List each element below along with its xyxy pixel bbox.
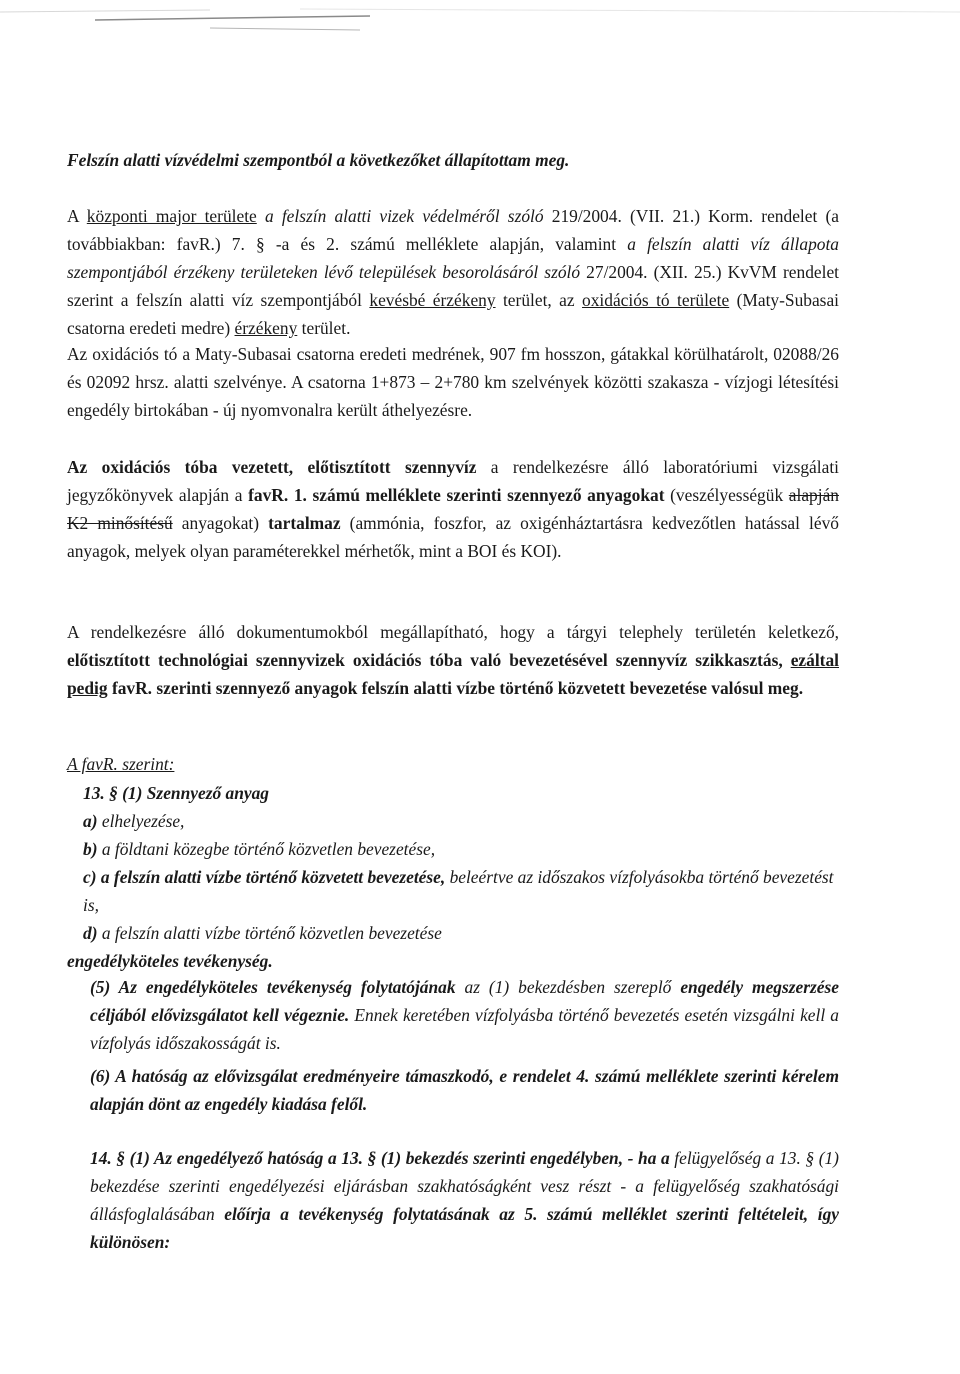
quote-label: A favR. szerint: — [67, 754, 175, 774]
section-14: 14. § (1) Az engedélyező hatóság a 13. § (1) bekezdés szerinti engedélyben, - ha a felügyelőség a 13. § (1) bekezdése szerinti engedélyezési eljárásban szakhatóságként vesz részt - a felügyelőség szakhatósági állásfoglalásában előírja a tevékenység folytatásának az 5. számú melléklet szerinti feltételeit, így különösen: — [90, 1148, 839, 1252]
paragraph-oxidation-pond: Az oxidációs tó a Maty-Subasai csatorna eredeti medrének, 907 fm hosszon, gátakkal körülhatárolt, 02088/26 és 02092 hrsz. alatti szelvénye. A csatorna 1+873 – 2+780 km szelvények közötti szakasza - vízjogi létesítési engedély birtokában - új nyomvonalra került áthelyezésre. — [67, 344, 839, 420]
paragraph-conclusion: A rendelkezésre álló dokumentumokból megállapítható, hogy a tárgyi telephely területén keletkező, előtisztított technológiai szennyvizek oxidációs tóba való bevezetésével szennyvíz szikkasztás, ezáltal pedig favR. szerinti szennyező anyagok felszín alatti vízbe történő közvetett bevezetése valósul meg. — [67, 622, 839, 698]
section-13 — [67, 779, 839, 975]
section-13-6: (6) A hatóság az elővizsgálat eredményeire támaszkodó, e rendelet 4. számú melléklete szerinti kérelem alapján dönt az engedély kiadása felől. — [90, 1066, 839, 1114]
section-13-5: (5) Az engedélyköteles tevékenység folytatójának az (1) bekezdésben szereplő engedély megszerzése céljából elővizsgálatot kell végeznie. Ennek keretében vízfolyásba történő bevezetés esetén vizsgálni kell a vízfolyás időszakosságát is. — [90, 977, 839, 1053]
paragraph-pollutants: Az oxidációs tóba vezetett, előtisztított szennyvíz a rendelkezésre álló laboratóriumi vizsgálati jegyzőkönyvek alapján a favR. 1. számú melléklete szerinti szennyező anyagokat (veszélyességük alapján K2 minősítésű anyagokat) tartalmaz (ammónia, foszfor, az oxigénháztartásra kedvezőtlen hatással lévő anyagok, melyek olyan paraméterekkel mérhetők, mint a BOI és KOI). — [67, 457, 839, 561]
section-heading: Felszín alatti vízvédelmi szempontból a következőket állapítottam meg. — [67, 150, 570, 170]
section-13-item-a: a) elhelyezése, — [83, 811, 185, 831]
section-13-item-b: b) a földtani közegbe történő közvetlen bevezetése, — [83, 839, 436, 859]
section-13-title: 13. § (1) Szennyező anyag — [83, 783, 269, 803]
section-13-item-d: d) a felszín alatti vízbe történő közvetlen bevezetése — [83, 923, 442, 943]
section-13-item-c: c) a felszín alatti vízbe történő közvetett bevezetése, beleértve az időszakos vízfolyásokba történő bevezetést is, — [83, 867, 834, 915]
section-13-conclusion: engedélyköteles tevékenység. — [67, 951, 273, 971]
paragraph-zones: A központi major területe a felszín alatti vizek védelméről szóló 219/2004. (VII. 21.) Korm. rendelet (a továbbiakban: favR.) 7. § -a és 2. számú melléklete alapján, valamint a felszín alatti víz állapota szempontjából érzékeny területeken lévő települések besorolásáról szóló 27/2004. (XII. 25.) KvVM rendelet szerint a felszín alatti víz szempontjából kevésbé érzékeny terület, az oxidációs tó területe (Maty-Subasai csatorna eredeti medre) érzékeny terület. — [67, 206, 839, 338]
scan-artifact-top — [0, 6, 960, 46]
